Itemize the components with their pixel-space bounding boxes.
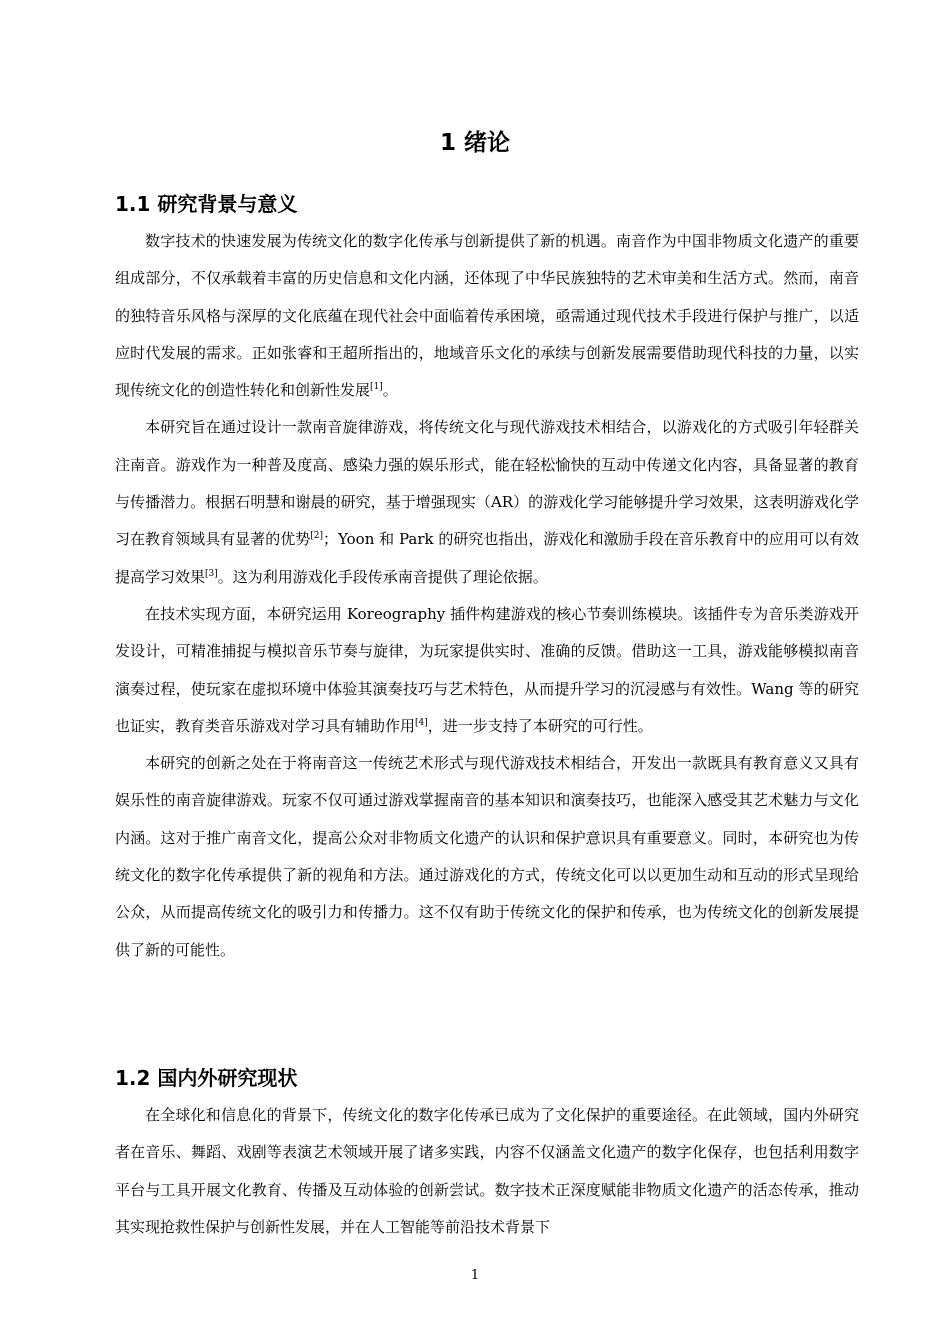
paragraph-text: 本研究的创新之处在于将南音这一传统艺术形式与现代游戏技术相结合，开发出一款既具有教育意义又具有娱乐性的南音旋律游戏。玩家不仅可通过游戏掌握南音的基本知识和演奏技巧，也能深入感受其艺术魅力与文化内涵。这对于推广南音文化，提高公众对非物质文化遗产的认识和保护意识具有重要意义。同时，本研究也为传统文化的数字化传承提供了新的视角和方法。通过游戏化的方式，传统文化可以以更加生动和互动的形式呈现给公众，从而提高传统文化的吸引力和传播力。这不仅有助于传统文化的保护和传承，也为传统文化的创新发展提供了新的可能性。 bbox=[115, 754, 859, 959]
paragraph bbox=[115, 223, 859, 409]
section-body-1-1 bbox=[115, 223, 859, 969]
paragraph bbox=[115, 745, 859, 969]
paragraph-text: 。 bbox=[382, 381, 398, 400]
paragraph-text: ，进一步支持了本研究的可行性。 bbox=[427, 716, 653, 735]
paragraph-text: 数字技术的快速发展为传统文化的数字化传承与创新提供了新的机遇。南音作为中国非物质文化遗产的重要组成部分，不仅承载着丰富的历史信息和文化内涵，还体现了中华民族独特的艺术审美和生活方式。然而，南音的独特音乐风格与深厚的文化底蕴在现代社会中面临着传承困境，亟需通过现代技术手段进行保护与推广，以适应时代发展的需求。正如张睿和王超所指出的，地域音乐文化的承续与创新发展需要借助现代科技的力量，以实现传统文化的创造性转化和创新性发展 bbox=[115, 232, 859, 400]
paragraph bbox=[115, 1097, 859, 1246]
paragraph-text: 在全球化和信息化的背景下，传统文化的数字化传承已成为了文化保护的重要途径。在此领域，国内外研究者在音乐、舞蹈、戏剧等表演艺术领域开展了诸多实践，内容不仅涵盖文化遗产的数字化保存，也包括利用数字平台与工具开展文化教育、传播及互动体验的创新尝试。数字技术正深度赋能非物质文化遗产的活态传承，推动其实现抢救性保护与创新性发展，并在人工智能等前沿技术背景下 bbox=[115, 1106, 859, 1236]
paragraph-text: ；Yoon 和 Park 的研究也指出，游戏化和激励手段在音乐教育中的应用可以有效提高学习效果 bbox=[115, 530, 859, 586]
section-body-1-2 bbox=[115, 1097, 859, 1246]
chapter-title: 1 绪论 bbox=[439, 130, 510, 156]
paragraph-text: 在技术实现方面，本研究运用 Koreography 插件构建游戏的核心节奏训练模块。该插件专为音乐类游戏开发设计，可精准捕捉与模拟音乐节奏与旋律，为玩家提供实时、准确的反馈。借助这一工具，游戏能够模拟南音演奏过程，使玩家在虚拟环境中体验其演奏技巧与艺术特色，从而提升学习的沉浸感与有效性。Wang 等的研究也证实，教育类音乐游戏对学习具有辅助作用 bbox=[115, 604, 859, 735]
section-heading-1-1: 1.1 研究背景与意义 bbox=[115, 192, 298, 216]
citation-marker: [2] bbox=[310, 531, 324, 542]
citation-marker: [4] bbox=[415, 717, 428, 728]
page-number: 1 bbox=[470, 1268, 480, 1283]
citation-marker: [1] bbox=[370, 382, 383, 393]
paragraph-text: 。这为利用游戏化手段传承南音提供了理论依据。 bbox=[217, 567, 548, 586]
paragraph bbox=[115, 409, 859, 595]
paragraph bbox=[115, 596, 859, 745]
section-heading-1-2: 1.2 国内外研究现状 bbox=[115, 1066, 298, 1090]
citation-marker: [3] bbox=[205, 568, 218, 579]
paragraph-text: 本研究旨在通过设计一款南音旋律游戏，将传统文化与现代游戏技术相结合，以游戏化的方式吸引年轻群关注南音。游戏作为一种普及度高、感染力强的娱乐形式，能在轻松愉快的互动中传递文化内容，具备显著的教育与传播潜力。根据石明慧和谢晨的研究，基于增强现实（AR）的游戏化学习能够提升学习效果，这表明游戏化学习在教育领域具有显著的优势 bbox=[115, 418, 859, 549]
